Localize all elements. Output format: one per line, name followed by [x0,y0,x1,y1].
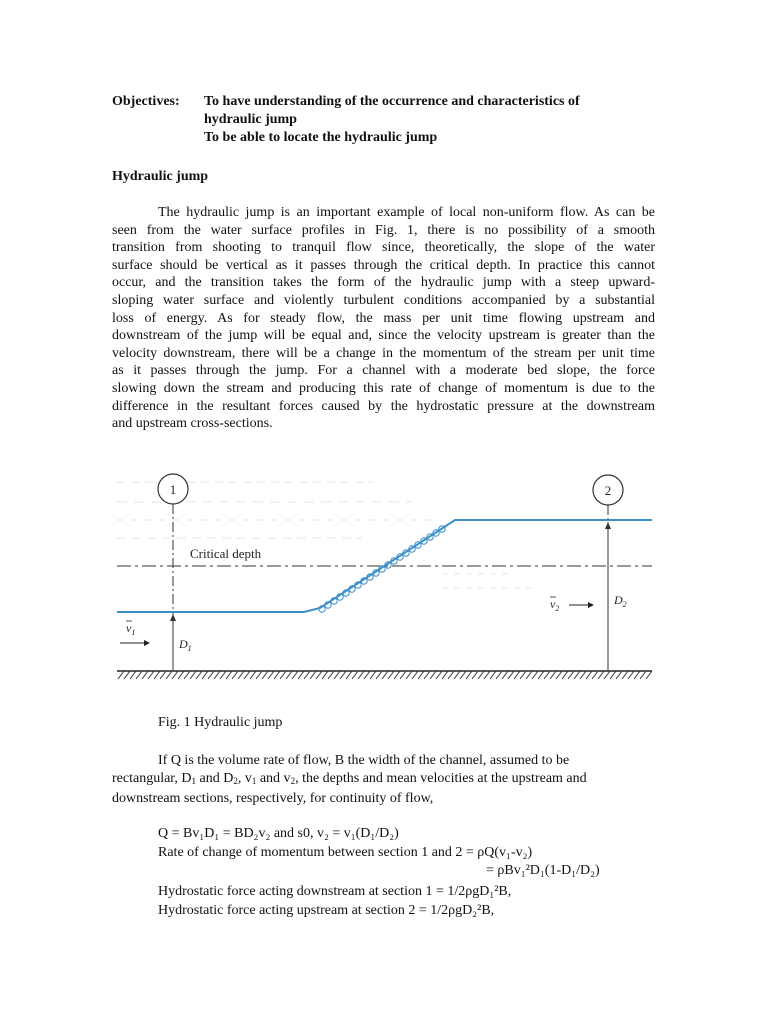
d1-label: $D_1$ [179,637,192,653]
paragraph-line: seen from the water surface profiles in Fig. 1, there is no possibility of a smooth [112,222,655,238]
paragraph-line: downstream of the jump will be equal and, since the velocity upstream is greater than the [112,328,655,344]
d2-label: $D_2$ [614,593,627,609]
d2-arrow-top [605,522,611,529]
d1-arrow-top [170,614,176,621]
objective-line-1: To have understanding of the occurrence and characteristics of [204,94,580,109]
paragraph-line: The hydraulic jump is an important example of local non-uniform flow. As can be [158,205,655,220]
critical-depth-label: Critical depth [190,546,262,561]
equation-force-section-1: Hydrostatic force acting downstream at section 1 = 1/2ρgD₁²B, [158,884,512,899]
section-2-label: 2 [604,483,612,498]
section-heading: Hydraulic jump [112,169,209,184]
continuity-line-2: rectangular, $D_1$ and $D_2$, $v_1$ and $v_2$, the depths and mean velocities at the upstream and [112,771,587,786]
paragraph-line: occur, and the transition takes the form of the hydraulic jump with a steep upward- [112,275,655,291]
paragraph-line: transition from shooting to tranquil flow since, theoretically, the slope of the water [112,240,655,256]
equation-momentum: Rate of change of momentum between section 1 and 2 = ρQ(v₁-v₂) [158,845,533,860]
paragraph-line: surface should be vertical as it passes through the critical depth. In practice this cannot [112,257,655,273]
v1-label: $v_1$ [126,621,136,637]
continuity-paragraph [112,752,652,808]
objective-line-2: hydraulic jump [204,112,297,127]
jump-turbulence [319,526,445,612]
section-1-label: 1 [169,482,177,497]
body-paragraph [112,204,655,433]
objectives-label: Objectives: [112,94,180,109]
figure-caption: Fig. 1 Hydraulic jump [158,715,283,730]
paragraph-line: velocity downstream, there will be a change in the momentum of the stream per unit time [112,345,655,361]
bed-hatching [118,671,652,679]
equation-force-section-2: Hydrostatic force acting upstream at section 2 = 1/2ρgD₂²B, [158,903,495,918]
paragraph-line: loss of energy. As for steady flow, the mass per unit time flowing upstream and [112,310,655,326]
paragraph-line: slowing down the stream and producing this rate of change of momentum is due to the [112,380,655,396]
equation-continuity: Q = Bv₁D₁ = BD₂v₂ and s0, v₂ = v₁(D₁/D₂) [158,826,399,841]
paragraph-line: sloping water surface and violently turbulent conditions accompanied by a substantial [112,292,655,308]
equation-momentum-expanded: = ρBv₁²D₁(1-D₁/D₂) [486,863,600,878]
paragraph-line: as it passes through the jump. For a channel with a moderate bed slope, the force [112,363,655,379]
paragraph-line: and upstream cross-sections. [112,416,273,432]
paragraph-line: difference in the resultant forces caused by the hydrostatic pressure at the downstream [112,398,655,414]
continuity-line-1: If Q is the volume rate of flow, B the width of the channel, assumed to be [158,753,570,768]
hydraulic-jump-figure [112,462,657,702]
continuity-line-3: downstream sections, respectively, for continuity of flow, [112,791,434,806]
v2-label: $v_2$ [550,597,560,613]
objective-line-3: To be able to locate the hydraulic jump [204,130,438,145]
